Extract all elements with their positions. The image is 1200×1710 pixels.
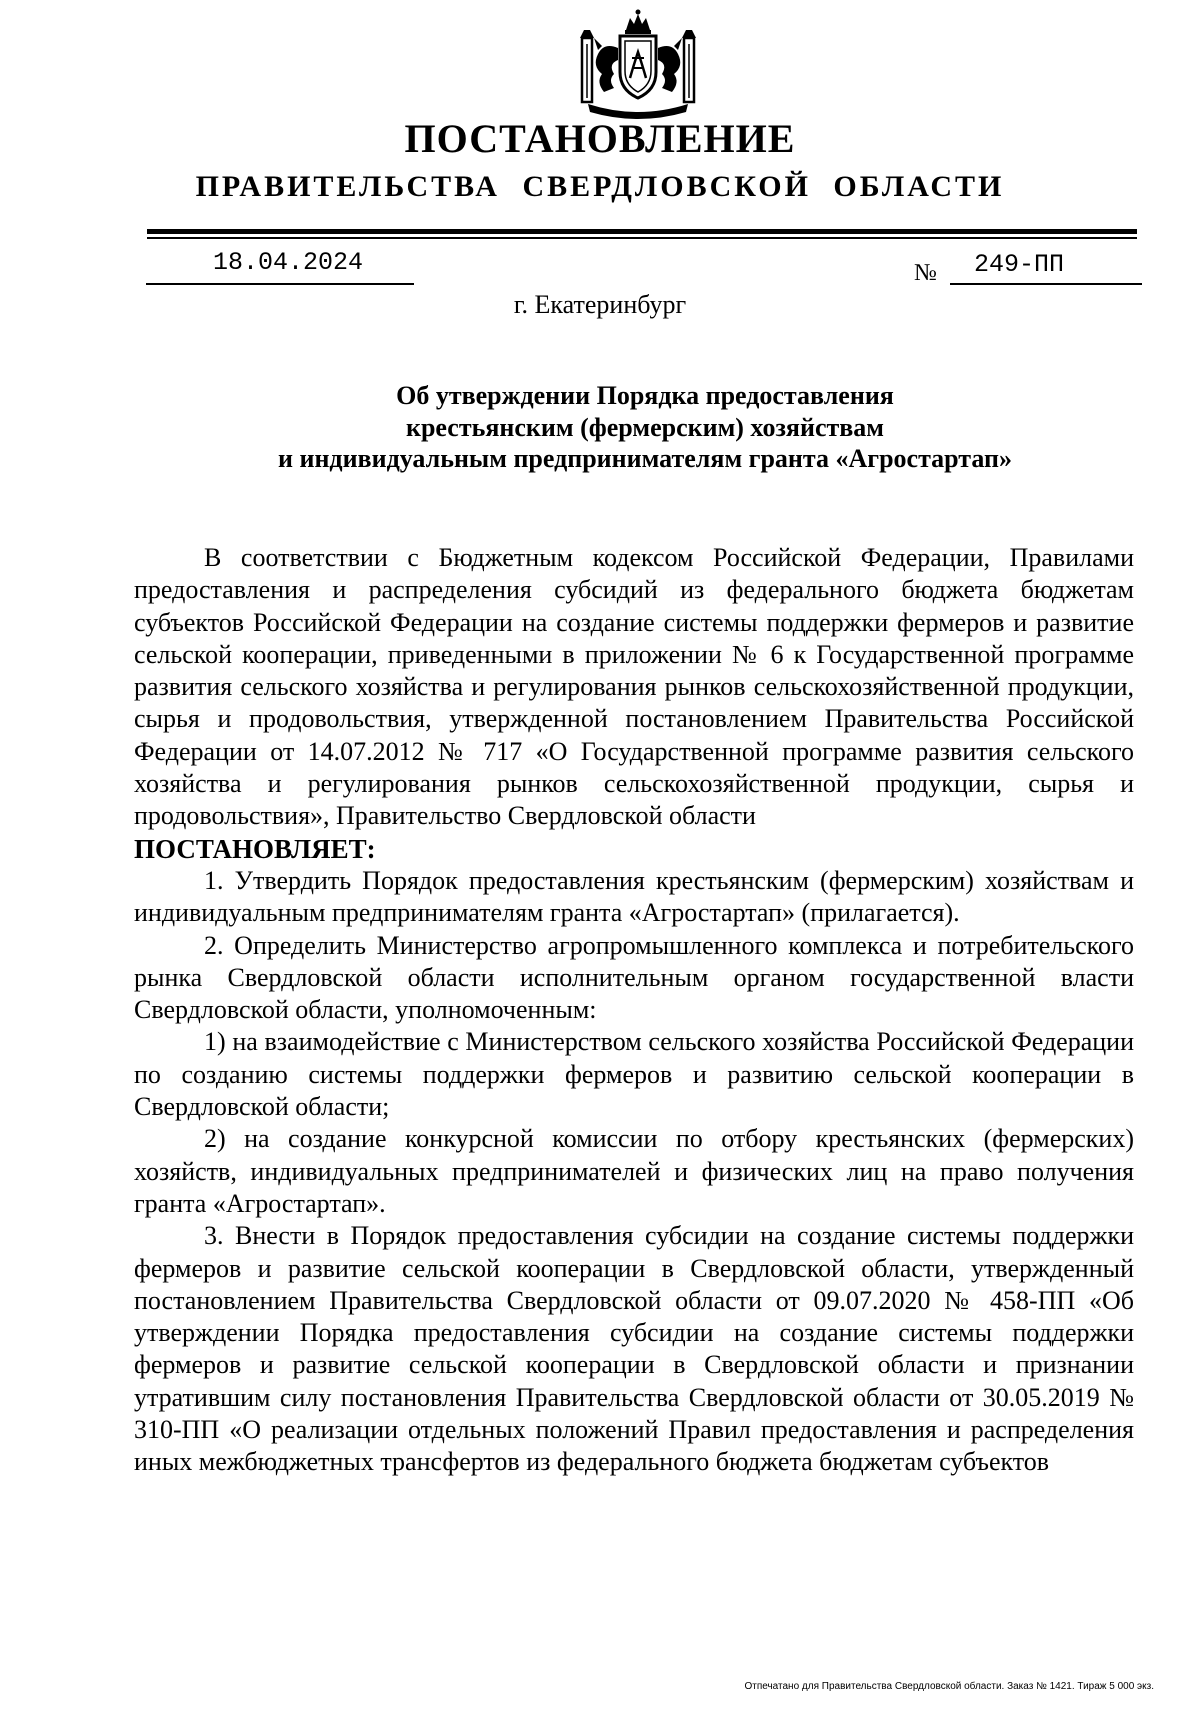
heading-line-1: Об утверждении Порядка предоставления xyxy=(396,381,894,410)
document-type-title: ПОСТАНОВЛЕНИЕ xyxy=(404,116,796,161)
document-heading xyxy=(150,380,1140,475)
number-underline xyxy=(950,283,1142,285)
header-divider-thick xyxy=(147,229,1137,234)
number-sign: № xyxy=(914,260,937,286)
item-2-2-paragraph: 2) на создание конкурсной комиссии по отбору крестьянских (фермерских) хозяйств, индивидуальных предпринимателей и физических лиц на право получения гранта «Агростартап». xyxy=(134,1124,1134,1218)
date-underline xyxy=(146,283,414,285)
coat-of-arms-icon xyxy=(568,8,708,120)
item-2-paragraph: 2. Определить Министерство агропромышленного комплекса и потребительского рынка Свердловской области исполнительным органом государственной власти Свердловской области, уполномоченным: xyxy=(134,930,1134,1025)
item-3-paragraph: 3. Внести в Порядок предоставления субсидии на создание системы поддержки фермеров и развитие сельской кооперации в Свердловской области, утвержденный постановлением Правительства Свердловской области от 09.07.2020 № 458-ПП «Об утверждении Порядка предоставления субсидии на создание системы поддержки фермеров и развитие сельской кооперации в Свердловской области и признании утратившим силу постановления Правительства Свердловской области от 30.05.2019 № 310-ПП «О реализации отдельных положений Правил предоставления и распределения иных межбюджетных трансфертов из федерального бюджета бюджетам субъектов xyxy=(134,1221,1134,1477)
print-note: Отпечатано для Правительства Свердловской области. Заказ № 1421. Тираж 5 000 экз. xyxy=(744,1681,1154,1692)
item-2-1-paragraph: 1) на взаимодействие с Министерством сельского хозяйства Российской Федерации по созданию системы поддержки фермеров и развитию сельской кооперации в Свердловской области; xyxy=(134,1027,1134,1122)
preamble-paragraph: В соответствии с Бюджетным кодексом Российской Федерации, Правилами предоставления и распределения субсидий из федерального бюджета бюджетам субъектов Российской Федерации на создание системы поддержки фермеров и развитие сельской кооперации, приведенными в приложении № 6 к Государственной программе развития сельского хозяйства и регулирования рынков сельскохозяйственной продукции, сырья и продовольствия, утвержденной постановлением Правительства Российской Федерации от 14.07.2012 № 717 «О Государственной программе развития сельского хозяйства и регулирования рынков сельскохозяйственной продукции, сырья и продовольствия», Правительство Свердловской области xyxy=(134,543,1134,831)
issuing-authority: ПРАВИТЕЛЬСТВА СВЕРДЛОВСКОЙ ОБЛАСТИ xyxy=(195,170,1005,203)
document-number: 249-ПП xyxy=(974,250,1065,279)
document-city: г. Екатеринбург xyxy=(513,290,687,319)
resolves-heading: ПОСТАНОВЛЯЕТ: xyxy=(134,833,376,864)
heading-line-2: крестьянским (фермерским) хозяйствам xyxy=(405,412,885,442)
heading-line-3: и индивидуальным предпринимателям гранта «Агростартап» xyxy=(277,444,1013,473)
document-body xyxy=(134,542,1134,1479)
item-1-paragraph: 1. Утвердить Порядок предоставления крестьянским (фермерским) хозяйствам и индивидуальным предпринимателям гранта «Агростартап» (прилагается). xyxy=(134,865,1134,928)
document-date: 18.04.2024 xyxy=(213,248,364,277)
header-divider-thin xyxy=(147,237,1137,239)
